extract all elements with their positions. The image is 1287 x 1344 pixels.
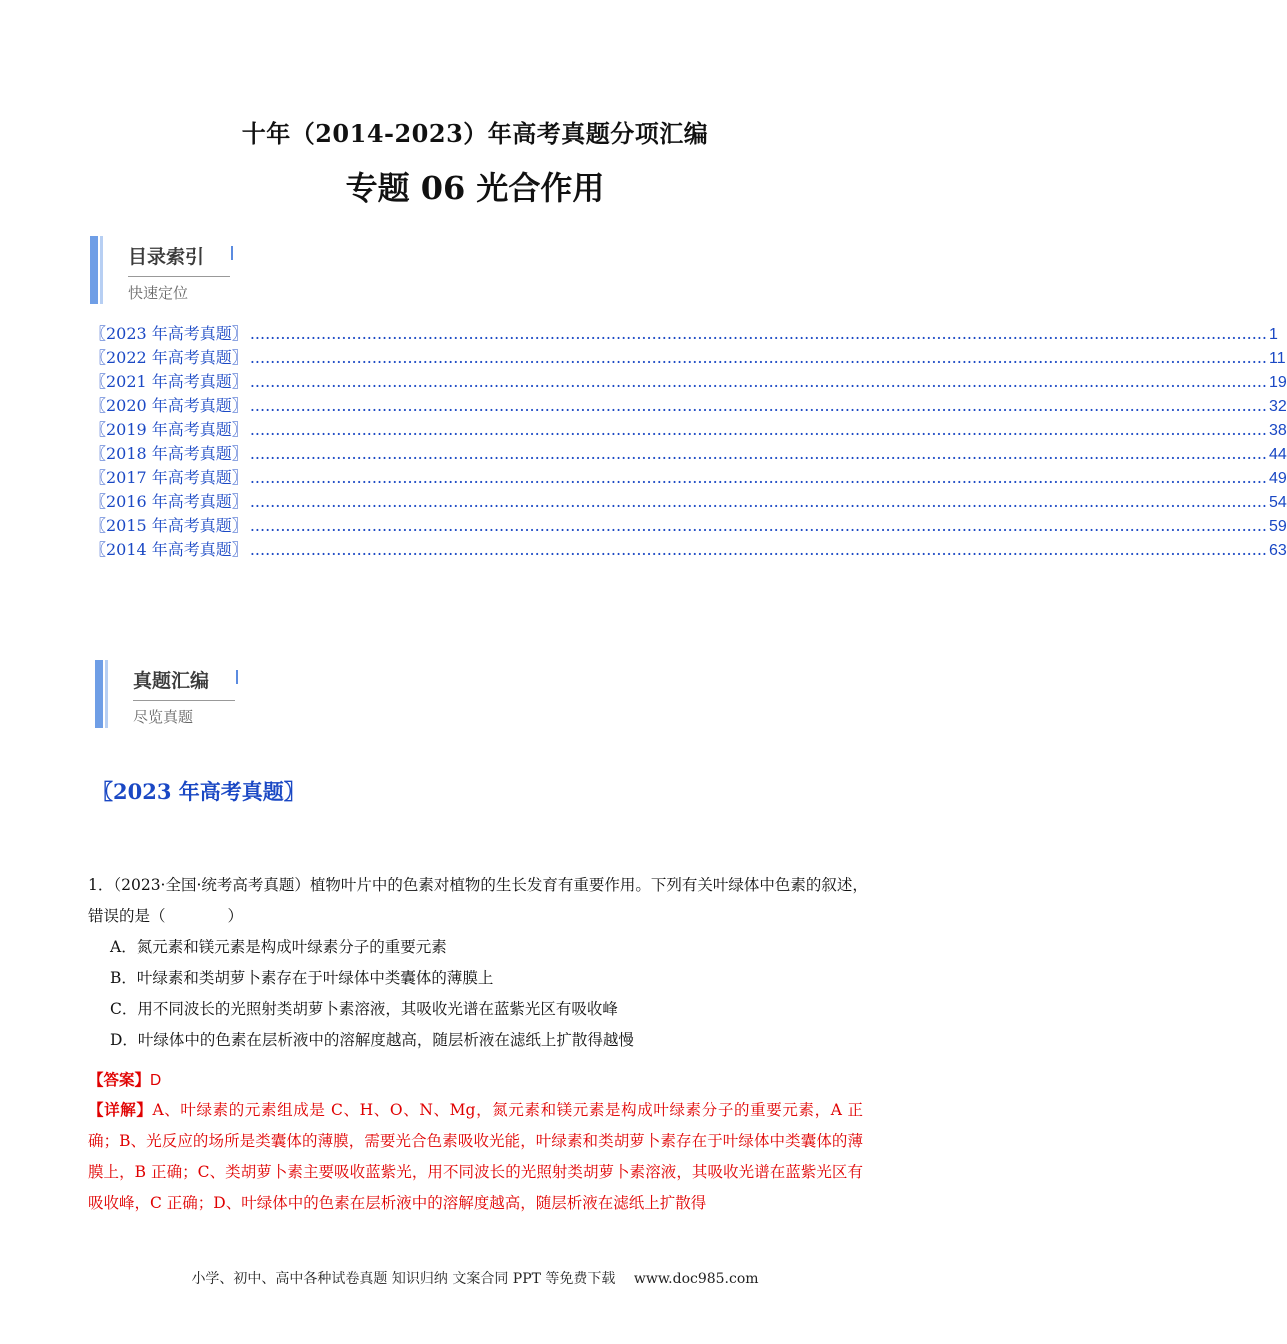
year-heading: 〖2023 年高考真题〗	[92, 779, 305, 804]
explanation	[88, 1094, 863, 1219]
toc-entry-2023[interactable]	[90, 322, 1278, 346]
toc-entry-label: 〖2021 年高考真题〗	[90, 372, 248, 391]
option-d: D．叶绿体中的色素在层析液中的溶解度越高，随层析液在滤纸上扩散得越慢	[110, 1031, 634, 1049]
toc-entry-page: 19	[1269, 374, 1287, 391]
toc-entry-2014[interactable]	[90, 538, 1287, 562]
toc-leader: ........................................................................................................................................................................................................	[249, 420, 1267, 439]
toc-leader: ........................................................................................................................................................................................................	[249, 540, 1267, 559]
toc-entry-page: 59	[1269, 518, 1287, 535]
toc-entry-2015[interactable]	[90, 514, 1287, 538]
collection-section-title: 真题汇编	[133, 670, 210, 692]
option-c: C．用不同波长的光照射类胡萝卜素溶液，其吸收光谱在蓝紫光区有吸收峰	[110, 1000, 618, 1018]
toc-leader: ........................................................................................................................................................................................................	[249, 468, 1267, 487]
accent-bar-light	[105, 660, 108, 728]
toc-entry-page: 11	[1269, 350, 1286, 367]
toc-entry-2020[interactable]	[90, 394, 1287, 418]
toc-leader: ........................................................................................................................................................................................................	[249, 396, 1267, 415]
tick-mark	[236, 670, 238, 684]
toc-entry-label: 〖2019 年高考真题〗	[90, 420, 248, 439]
divider	[128, 276, 230, 277]
collection-section-label	[95, 660, 255, 730]
toc-entry-2019[interactable]	[90, 418, 1287, 442]
answer-line	[88, 1064, 868, 1096]
question-block	[88, 870, 868, 1056]
toc-section-subtitle: 快速定位	[128, 284, 189, 302]
page-footer: 小学、初中、高中各种试卷真题 知识归纳 文案合同 PPT 等免费下载 www.doc985.com	[191, 1271, 759, 1287]
toc-entry-page: 32	[1269, 398, 1287, 415]
option-b: B．叶绿素和类胡萝卜素存在于叶绿体中类囊体的薄膜上	[110, 969, 494, 987]
toc-section-label	[90, 236, 250, 306]
accent-bar-light	[100, 236, 103, 304]
toc-entry-label: 〖2017 年高考真题〗	[90, 468, 248, 487]
toc-leader: ........................................................................................................................................................................................................	[249, 324, 1267, 343]
toc-entry-label: 〖2023 年高考真题〗	[90, 324, 248, 343]
answer-value: D	[150, 1072, 162, 1089]
toc-entry-2018[interactable]	[90, 442, 1287, 466]
toc-entry-label: 〖2018 年高考真题〗	[90, 444, 248, 463]
toc-entry-label: 〖2020 年高考真题〗	[90, 396, 248, 415]
toc-leader: ........................................................................................................................................................................................................	[249, 492, 1267, 511]
document-subtitle: 专题 06 光合作用	[345, 169, 605, 207]
toc-entry-2022[interactable]	[90, 346, 1286, 370]
toc-section-title: 目录索引	[128, 246, 205, 268]
accent-bar	[95, 660, 103, 728]
toc-leader: ........................................................................................................................................................................................................	[249, 516, 1267, 535]
toc-entry-2021[interactable]	[90, 370, 1287, 394]
toc-entry-label: 〖2022 年高考真题〗	[90, 348, 248, 367]
toc-entry-page: 44	[1269, 446, 1287, 463]
option-a: A．氮元素和镁元素是构成叶绿素分子的重要元素	[110, 938, 447, 956]
toc-entry-2016[interactable]	[90, 490, 1287, 514]
question-stem: 1．（2023·全国·统考高考真题）植物叶片中的色素对植物的生长发育有重要作用。下列有关叶绿体中色素的叙述，错误的是（ ）	[88, 876, 868, 925]
collection-section-subtitle: 尽览真题	[133, 708, 194, 726]
detail-label: 【详解】	[88, 1100, 153, 1119]
toc-entry-label: 〖2016 年高考真题〗	[90, 492, 248, 511]
table-of-contents	[90, 322, 1287, 562]
toc-entry-page: 63	[1269, 542, 1287, 559]
toc-entry-page: 1	[1269, 326, 1278, 343]
toc-leader: ........................................................................................................................................................................................................	[249, 372, 1267, 391]
toc-leader: ........................................................................................................................................................................................................	[249, 444, 1267, 463]
detail-text: A、叶绿素的元素组成是 C、H、O、N、Mg，氮元素和镁元素是构成叶绿素分子的重要元素，A 正确；B、光反应的场所是类囊体的薄膜，需要光合色素吸收光能，叶绿素和类胡萝卜素存在于叶绿体中类囊体的薄膜上，B 正确；C、类胡萝卜素主要吸收蓝紫光，用不同波长的光照射类胡萝卜素溶液，其吸收光谱在蓝紫光区有吸收峰，C 正确；D、叶绿体中的色素在层析液中的溶解度越高，随层析液在滤纸上扩散得	[88, 1101, 863, 1212]
toc-entry-page: 49	[1269, 470, 1287, 487]
toc-entry-label: 〖2015 年高考真题〗	[90, 516, 248, 535]
accent-bar	[90, 236, 98, 304]
document-title: 十年（2014-2023）年高考真题分项汇编	[241, 119, 709, 148]
toc-entry-label: 〖2014 年高考真题〗	[90, 540, 248, 559]
toc-entry-page: 38	[1269, 422, 1287, 439]
tick-mark	[231, 246, 233, 260]
divider	[133, 700, 235, 701]
toc-entry-2017[interactable]	[90, 466, 1287, 490]
toc-entry-page: 54	[1269, 494, 1287, 511]
toc-leader: ........................................................................................................................................................................................................	[249, 348, 1267, 367]
answer-label: 【答案】	[88, 1070, 151, 1089]
